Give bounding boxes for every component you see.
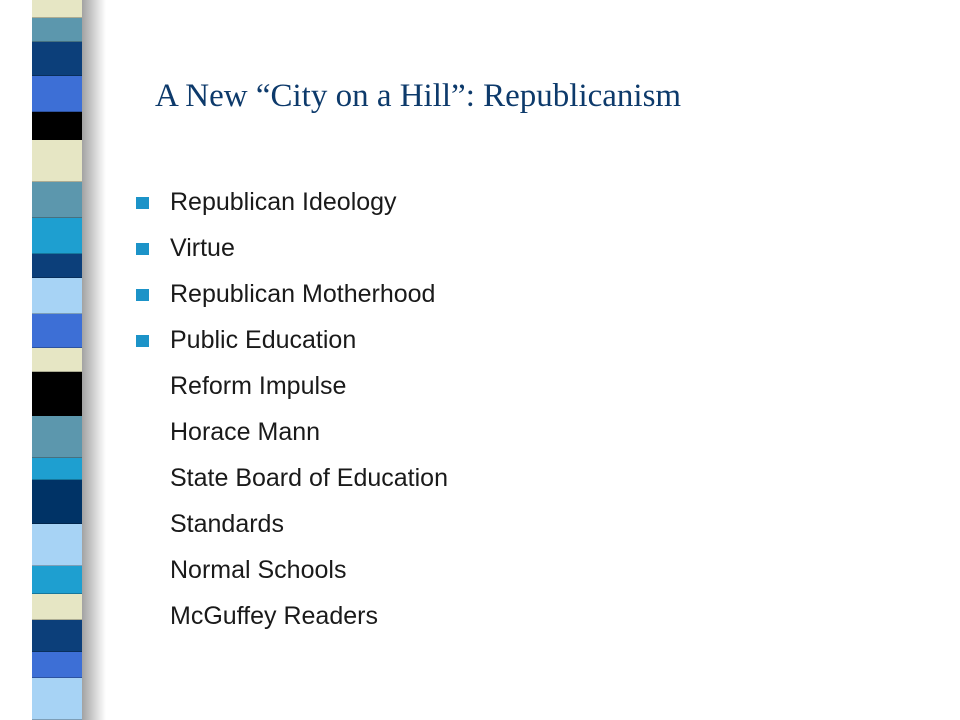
stripe-block <box>32 278 82 314</box>
stripe-block <box>32 348 82 372</box>
list-item-label: Public Education <box>170 326 357 354</box>
stripe-block <box>32 112 82 140</box>
list-item-label: State Board of Education <box>170 464 448 492</box>
list-item-label: Standards <box>170 510 284 538</box>
list-item-label: Republican Ideology <box>170 188 397 216</box>
square-bullet-icon <box>136 197 149 209</box>
stripe-block <box>32 42 82 76</box>
stripe-block <box>32 416 82 458</box>
stripe-block <box>32 566 82 594</box>
square-bullet-icon <box>136 289 149 301</box>
list-item-label: Virtue <box>170 234 235 262</box>
stripe-block <box>32 18 82 42</box>
stripe-shadow <box>80 0 106 720</box>
stripe-block <box>32 594 82 620</box>
stripe-block <box>32 314 82 348</box>
stripe-block <box>32 372 82 416</box>
stripe-block <box>32 678 82 720</box>
stripe-block <box>32 76 82 112</box>
list-item-label: Reform Impulse <box>170 372 347 400</box>
slide-title: A New “City on a Hill”: Republicanism <box>155 78 682 114</box>
list-item-label: Horace Mann <box>170 418 321 446</box>
stripe-block <box>32 254 82 278</box>
list-item-label: McGuffey Readers <box>170 602 378 630</box>
list-item-label: Republican Motherhood <box>170 280 436 308</box>
decorative-stripe <box>32 0 82 720</box>
square-bullet-icon <box>136 243 149 255</box>
stripe-block <box>32 620 82 652</box>
stripe-block <box>32 458 82 480</box>
stripe-block <box>32 140 82 182</box>
stripe-block <box>32 480 82 524</box>
stripe-block <box>32 524 82 566</box>
stripe-block <box>32 0 82 18</box>
stripe-block <box>32 652 82 678</box>
list-item-label: Normal Schools <box>170 556 347 584</box>
square-bullet-icon <box>136 335 149 347</box>
stripe-block <box>32 182 82 218</box>
stripe-block <box>32 218 82 254</box>
